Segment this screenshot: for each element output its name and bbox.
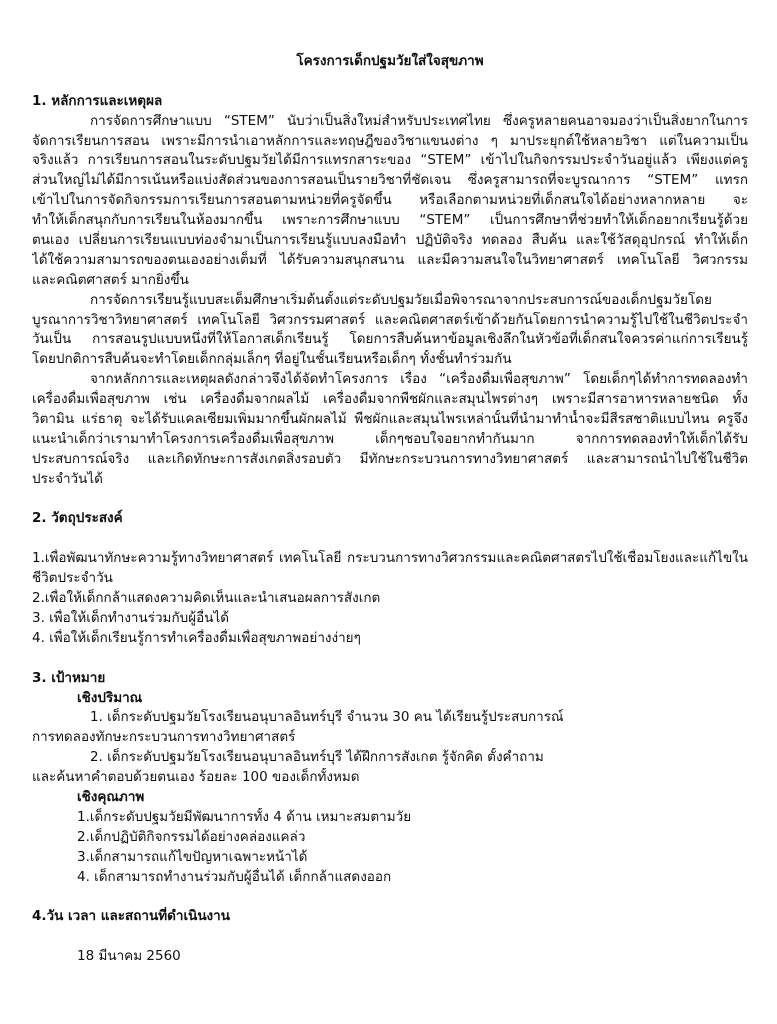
document-title: โครงการเด็กปฐมวัยใส่ใจสุขภาพ — [296, 53, 484, 69]
list-item: การทดลองทักษะกระบวนการทางวิทยาศาสตร์ — [32, 729, 296, 746]
list-item: 1.เด็กระดับปฐมวัยมีพัฒนาการทั้ง 4 ด้าน เหมาะสมตามวัย — [77, 808, 412, 825]
list-item: 3.เด็กสามารถแก้ไขปัญหาเฉพาะหน้าได้ — [77, 848, 308, 865]
list-item: 1. เด็กระดับปฐมวัยโรงเรียนอนุบาลอินทร์บุรี จำนวน 30 คน ได้เรียนรู้ประสบการณ์ — [90, 709, 564, 726]
spacer — [32, 887, 748, 907]
text-line: ได้ใช้ความสามารถของตนเองอย่างเต็มที่ ได้รับความสนุกสนาน และมีความสนใจในวิทยาศาสตร์ เทคโนโลยี วิศวกรรม — [32, 251, 748, 268]
objectives-list — [32, 549, 748, 648]
text-line: จัดการเรียนการสอน เพราะมีการนำเอาหลักการและทฤษฎีของวิชาแขนงต่าง ๆ มาประยุกต์ใช้หลายวิชา แต่ในความเป็น — [32, 132, 748, 149]
text-line: ส่วนใหญ่ไม่ได้มีการเน้นหรือแบ่งสัดส่วนของการสอนเป็นรายวิชาที่ชัดเจน ซึ่งครูสามารถที่จะบูรณาการ “STEM” แทรก — [32, 172, 748, 189]
text-line: ตนเอง เปลี่ยนการเรียนแบบท่องจำมาเป็นการเรียนรู้แบบลงมือทำ ปฏิบัติจริง ทดลอง สืบค้น และใช้วัสดุอุปกรณ์ ทำให้เด็ก — [32, 232, 748, 249]
text-line: จากหลักการและเหตุผลดังกล่าวจึงได้จัดทำโครงการ เรื่อง “เครื่องดื่มเพื่อสุขภาพ” โดยเด็กๆได้ทำการทดลองทำ — [90, 371, 748, 388]
text-line: บูรณาการวิชาวิทยาศาสตร์ เทคโนโลยี วิศวกรรมศาสตร์ และคณิตศาสตร์เข้าด้วยกันโดยการนำความรู้ไปใช้ในชีวิตประจำ — [32, 311, 748, 328]
document-page — [32, 52, 748, 967]
text-line: โดยปกติการสืบค้นจะทำโดยเด็กกลุ่มเล็กๆ ที่อยู่ในชั้นเรียนหรือเด็กๆ ทั้งชั้นทำร่วมกัน — [32, 351, 512, 368]
text-line: การจัดการศึกษาแบบ “STEM” นับว่าเป็นสิ่งใหม่สำหรับประเทศไทย ซึ่งครูหลายคนอาจมองว่าเป็นสิ่งยากในการ — [90, 112, 748, 129]
list-item: 4. เพื่อให้เด็กเรียนรู้การทำเครื่องดื่มเพื่อสุขภาพอย่างง่ายๆ — [32, 629, 361, 646]
section-1-heading: 1. หลักการและเหตุผล — [32, 92, 163, 109]
spacer — [32, 649, 748, 669]
text-line: ทำให้เด็กสนุกกับการเรียนในห้องมากขึ้น เพราะการศึกษาแบบ “STEM” เป็นการศึกษาที่ช่วยทำให้เด็กอยากเรียนรู้ด้วย — [32, 212, 748, 229]
spacer — [32, 490, 748, 510]
spacer — [32, 529, 748, 549]
list-item: 2.เพื่อให้เด็กกล้าแสดงความคิดเห็นและนำเสนอผลการสังเกต — [32, 590, 381, 607]
list-item: ชีวิตประจำวัน — [32, 570, 113, 587]
text-line: จริงแล้ว การเรียนการสอนในระดับปฐมวัยได้มีการแทรกสาระของ “STEM” เข้าไปในกิจกรรมประจำวันอยู่แล้ว เพียงแต่ครู — [32, 152, 748, 169]
list-item: 1.เพื่อพัฒนาทักษะความรู้ทางวิทยาศาสตร์ เทคโนโลยี กระบวนการทางวิศวกรรมและคณิตศาสตรไปใช้เชื่อมโยงและแก้ไขใน — [32, 550, 748, 567]
text-line: แนะนำเด็กว่าเรามาทำโครงการเครื่องดื่มเพื่อสุขภาพ เด็กๆชอบใจอยากทำกันมาก จากการทดลองทำให้เด็กได้รับ — [32, 430, 748, 447]
quantitative-label: เชิงปริมาณ — [77, 689, 143, 706]
list-item: และค้นหาคำตอบด้วยตนเอง ร้อยละ 100 ของเด็กทั้งหมด — [32, 769, 360, 786]
section-3-heading: 3. เป้าหมาย — [32, 669, 106, 686]
list-item: 4. เด็กสามารถทำงานร่วมกับผู้อื่นได้ เด็กกล้าแสดงออก — [77, 868, 392, 885]
event-date: 18 มีนาคม 2560 — [77, 948, 181, 965]
section-1-paragraph-3 — [32, 370, 748, 489]
text-line: ประสบการณ์จริง และเกิดทักษะการสังเกตสิ่งรอบตัว มีทักษะกระบวนการทางวิทยาศาสตร์ และสามารถนำไปใช้ในชีวิต — [32, 450, 748, 467]
list-item: 2. เด็กระดับปฐมวัยโรงเรียนอนุบาลอินทร์บุรี ได้ฝึกการสังเกต รู้จักคิด ตั้งคำถาม — [90, 749, 544, 766]
section-4-heading: 4.วัน เวลา และสถานที่ดำเนินงาน — [32, 908, 230, 925]
qualitative-label: เชิงคุณภาพ — [77, 788, 145, 805]
text-line: วิตามิน แร่ธาตุ จะได้รับแคลเซียมเพิ่มมากขึ้นผักผลไม้ พืชผักและสมุนไพรเหล่านั้นที่นำมาทำน้ำจะมีสีรสชาติแบบไหน ครูจึง — [32, 411, 748, 428]
text-line: เข้าไปในการจัดกิจกรรมการเรียนการสอนตามหน่วยที่ครูจัดขึ้น หรือเลือกตามหน่วยที่เด็กสนใจได้อย่างหลากหลาย จะ — [32, 192, 748, 209]
section-1-paragraph-2 — [32, 291, 748, 371]
text-line: และคณิตศาสตร์ มากยิ่งขึ้น — [32, 271, 189, 288]
text-line: ประจำวันได้ — [32, 470, 103, 487]
spacer — [32, 927, 748, 947]
text-line: วันเป็น การสอนรูปแบบหนึ่งที่ให้โอกาสเด็กเรียนรู้ โดยการสืบค้นหาข้อมูลเชิงลึกในหัวข้อที่เด็กสนใจควรค่าแก่การเรียนรู้ — [32, 331, 748, 348]
section-2-heading: 2. วัตถุประสงค์ — [32, 510, 123, 527]
text-line: การจัดการเรียนรู้แบบสะเต็มศึกษาเริ่มต้นตั้งแต่ระดับปฐมวัยเมื่อพิจารณาจากประสบการณ์ของเด็กปฐมวัยโดย — [90, 291, 712, 308]
text-line: เครื่องดื่มเพื่อสุขภาพ เช่น เครื่องดื่มจากผลไม้ เครื่องดื่มจากพืชผักและสมุนไพรต่างๆ เพราะมีสารอาหารหลายชนิด ทั้ง — [32, 391, 748, 408]
section-1-paragraph-1 — [32, 112, 748, 291]
list-item: 3. เพื่อให้เด็กทำงานร่วมกับผู้อื่นได้ — [32, 609, 229, 626]
list-item: 2.เด็กปฏิบัติกิจกรรมได้อย่างคล่องแคล่ว — [77, 828, 306, 845]
